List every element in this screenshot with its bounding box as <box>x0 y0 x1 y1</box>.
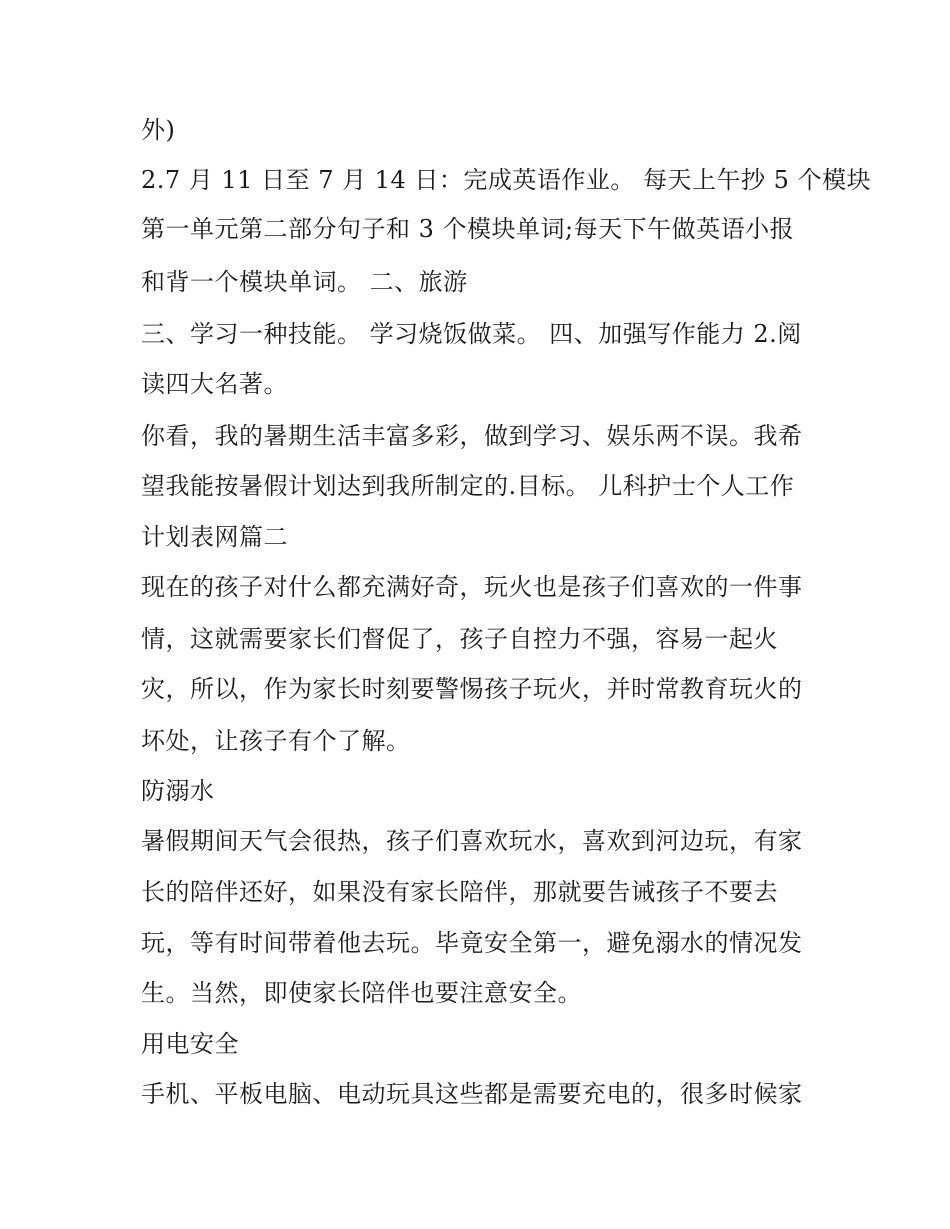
text-line-15: 暑假期间天气会很热，孩子们喜欢玩水，喜欢到河边玩，有家 <box>141 827 803 855</box>
text-line-6: 读四大名著。 <box>141 370 288 398</box>
text-line-5: 三、学习一种技能。 学习烧饭做菜。 四、加强写作能力 2.阅 <box>141 320 802 348</box>
text-line-12: 灾，所以，作为家长时刻要警惕孩子玩火，并时常教育玩火的 <box>141 675 803 703</box>
text-line-9: 计划表网篇二 <box>141 523 288 551</box>
text-line-17: 玩，等有时间带着他去玩。毕竟安全第一，避免溺水的情况发 <box>141 929 803 957</box>
text-line-13: 坏处，让孩子有个了解。 <box>141 727 411 755</box>
text-line-18: 生。当然，即使家长陪伴也要注意安全。 <box>141 979 582 1007</box>
text-line-10: 现在的孩子对什么都充满好奇，玩火也是孩子们喜欢的一件事 <box>141 573 803 601</box>
text-line-4: 和背一个模块单词。 二、旅游 <box>141 268 468 296</box>
text-line-1: 外) <box>141 116 176 144</box>
text-line-3: 第一单元第二部分句子和 3 个模块单词;每天下午做英语小报 <box>141 215 795 243</box>
text-line-20: 手机、平板电脑、电动玩具这些都是需要充电的，很多时候家 <box>141 1080 803 1108</box>
section-heading-drowning: 防溺水 <box>141 777 215 805</box>
text-line-2: 2.7 月 11 日至 7 月 14 日：完成英语作业。 每天上午抄 5 个模块 <box>141 166 872 194</box>
text-line-16: 长的陪伴还好，如果没有家长陪伴，那就要告诫孩子不要去 <box>141 878 778 906</box>
text-line-7: 你看，我的暑期生活丰富多彩，做到学习、娱乐两不误。我希 <box>141 422 803 450</box>
section-heading-electricity: 用电安全 <box>141 1030 239 1058</box>
text-line-8: 望我能按暑假计划达到我所制定的.目标。 儿科护士个人工作 <box>141 472 795 500</box>
text-line-11: 情，这就需要家长们督促了，孩子自控力不强，容易一起火 <box>141 625 778 653</box>
